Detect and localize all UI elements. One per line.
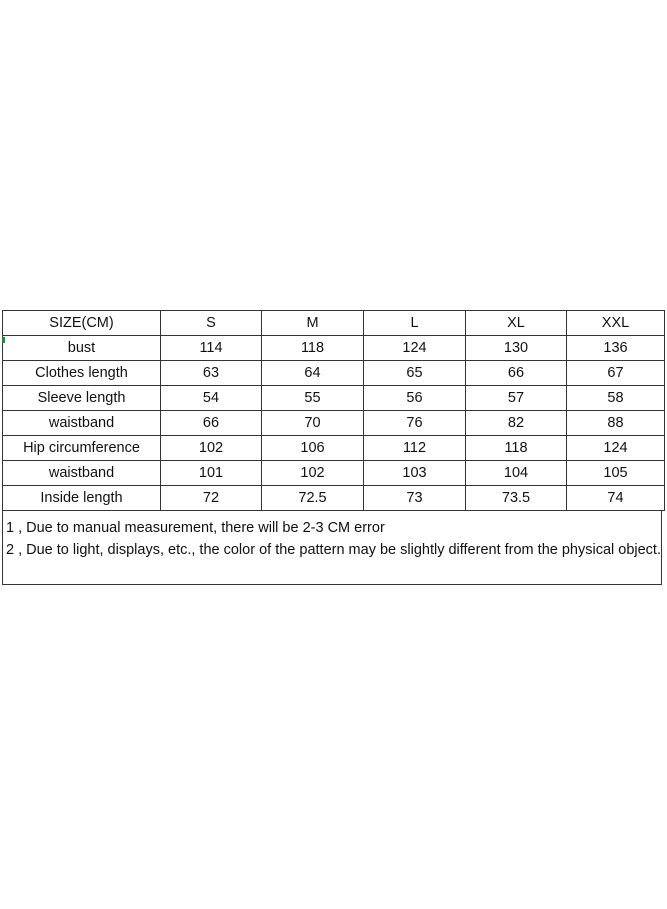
- table-row: [3, 361, 665, 386]
- size-table: [2, 310, 665, 511]
- table-cell: 102: [161, 436, 262, 461]
- table-cell: 67: [567, 361, 665, 386]
- table-cell: 66: [161, 411, 262, 436]
- table-cell: 104: [466, 461, 567, 486]
- row-label: waistband: [3, 411, 161, 436]
- table-cell: 74: [567, 486, 665, 511]
- table-cell: 72: [161, 486, 262, 511]
- table-row: [3, 461, 665, 486]
- table-cell: 58: [567, 386, 665, 411]
- row-label: Sleeve length: [3, 386, 161, 411]
- table-cell: 64: [262, 361, 364, 386]
- table-cell: 55: [262, 386, 364, 411]
- table-cell: 54: [161, 386, 262, 411]
- header-cell: SIZE(CM): [3, 311, 161, 336]
- table-cell: 112: [364, 436, 466, 461]
- table-cell: 70: [262, 411, 364, 436]
- table-cell: 118: [466, 436, 567, 461]
- header-cell: XXL: [567, 311, 665, 336]
- table-cell: 65: [364, 361, 466, 386]
- table-cell: 114: [161, 336, 262, 361]
- table-cell: 101: [161, 461, 262, 486]
- table-row: [3, 411, 665, 436]
- header-cell: L: [364, 311, 466, 336]
- table-cell: 82: [466, 411, 567, 436]
- table-row: [3, 386, 665, 411]
- table-cell: 57: [466, 386, 567, 411]
- notes-box: [2, 511, 662, 585]
- table-cell: 88: [567, 411, 665, 436]
- row-label: Clothes length: [3, 361, 161, 386]
- header-cell: S: [161, 311, 262, 336]
- table-cell: 130: [466, 336, 567, 361]
- header-cell: XL: [466, 311, 567, 336]
- table-cell: 105: [567, 461, 665, 486]
- table-row: [3, 486, 665, 511]
- table-cell: 124: [567, 436, 665, 461]
- table-cell: 66: [466, 361, 567, 386]
- size-chart: [2, 310, 664, 585]
- table-cell: 72.5: [262, 486, 364, 511]
- table-cell: 118: [262, 336, 364, 361]
- table-cell: 76: [364, 411, 466, 436]
- table-cell: 73: [364, 486, 466, 511]
- note-line: 2 , Due to light, displays, etc., the color of the pattern may be slightly different from the physical object.: [6, 542, 661, 558]
- row-label: bust: [3, 336, 161, 361]
- table-cell: 103: [364, 461, 466, 486]
- table-cell: 63: [161, 361, 262, 386]
- table-cell: 56: [364, 386, 466, 411]
- table-header-row: [3, 311, 665, 336]
- note-line: 1 , Due to manual measurement, there will be 2-3 CM error: [6, 520, 385, 536]
- table-cell: 136: [567, 336, 665, 361]
- table-row: [3, 436, 665, 461]
- table-cell: 102: [262, 461, 364, 486]
- row-label: Hip circumference: [3, 436, 161, 461]
- header-cell: M: [262, 311, 364, 336]
- table-cell: 124: [364, 336, 466, 361]
- table-cell: 106: [262, 436, 364, 461]
- table-row: [3, 336, 665, 361]
- row-label: waistband: [3, 461, 161, 486]
- row-label: Inside length: [3, 486, 161, 511]
- cell-selection-marker: [2, 337, 5, 343]
- table-cell: 73.5: [466, 486, 567, 511]
